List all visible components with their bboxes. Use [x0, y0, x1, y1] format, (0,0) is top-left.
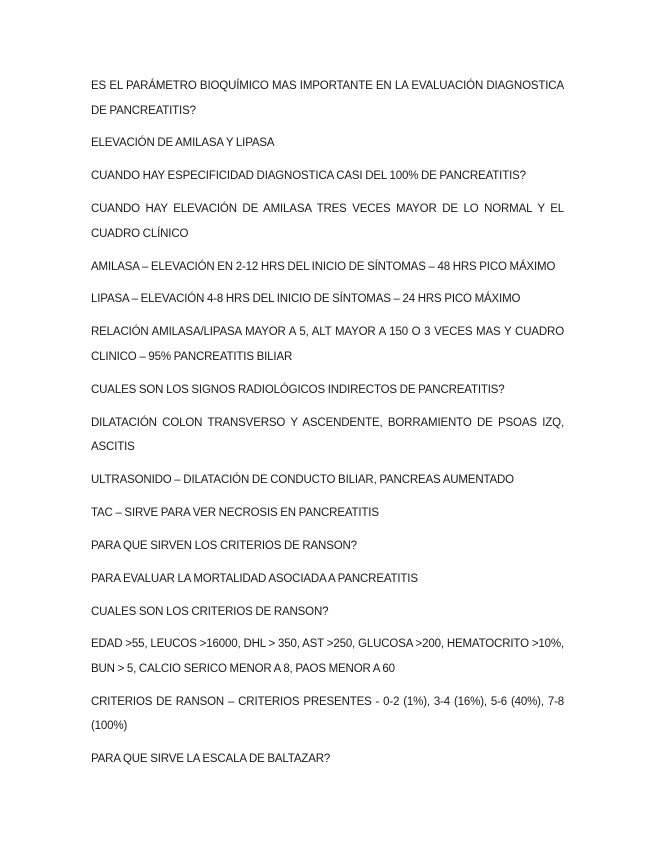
lipase-timing: LIPASA – ELEVACIÓN 4-8 HRS DEL INICIO DE SÍNTOMAS – 24 HRS PICO MÁXIMO	[91, 293, 521, 306]
document-body	[91, 74, 564, 780]
question-baltazar-scale: PARA QUE SIRVE LA ESCALA DE BALTAZAR?	[91, 753, 331, 766]
question-radiologic-signs: CUALES SON LOS SIGNOS RADIOLÓGICOS INDIRECTOS DE PANCREATITIS?	[91, 383, 505, 396]
answer-amylase-three-times: CUANDO HAY ELEVACIÓN DE AMILASA TRES VECES MAYOR DE LO NORMAL Y EL CUADRO CLÍNICO	[91, 203, 564, 240]
ranson-mortality: CRITERIOS DE RANSON – CRITERIOS PRESENTES - 0-2 (1%), 3-4 (16%), 5-6 (40%), 7-8 (100%)	[91, 695, 564, 733]
answer-radiologic-signs: DILATACIÓN COLON TRANSVERSO Y ASCENDENTE, BORRAMIENTO DE PSOAS IZQ, ASCITIS	[91, 416, 564, 454]
amylase-lipase-ratio: RELACIÓN AMILASA/LIPASA MAYOR A 5, ALT MAYOR A 150 O 3 VECES MAS Y CUADRO CLINICO – 95% PANCREATITIS BILIAR	[91, 326, 564, 363]
amylase-timing: AMILASA – ELEVACIÓN EN 2-12 HRS DEL INICIO DE SÍNTOMAS – 48 HRS PICO MÁXIMO	[91, 260, 556, 273]
question-biochemical-parameter: ES EL PARÁMETRO BIOQUÍMICO MAS IMPORTANTE EN LA EVALUACIÓN DIAGNOSTICA DE PANCREATITIS?	[91, 80, 564, 117]
answer-ranson-criteria: EDAD >55, LEUCOS >16000, DHL > 350, AST >250, GLUCOSA >200, HEMATOCRITO >10%, BUN > 5, CALCIO SERICO MENOR A 8, PAOS MENOR A 60	[91, 638, 564, 675]
question-diagnostic-specificity: CUANDO HAY ESPECIFICIDAD DIAGNOSTICA CASI DEL 100% DE PANCREATITIS?	[91, 170, 526, 183]
ct-findings: TAC – SIRVE PARA VER NECROSIS EN PANCREATITIS	[91, 506, 379, 519]
question-ranson-purpose: PARA QUE SIRVEN LOS CRITERIOS DE RANSON?	[91, 539, 357, 552]
question-ranson-criteria: CUALES SON LOS CRITERIOS DE RANSON?	[91, 605, 329, 618]
answer-ranson-purpose: PARA EVALUAR LA MORTALIDAD ASOCIADA A PANCREATITIS	[91, 572, 418, 585]
answer-amylase-lipase: ELEVACIÓN DE AMILASA Y LIPASA	[91, 137, 275, 150]
ultrasound-findings: ULTRASONIDO – DILATACIÓN DE CONDUCTO BILIAR, PANCREAS AUMENTADO	[91, 474, 514, 487]
